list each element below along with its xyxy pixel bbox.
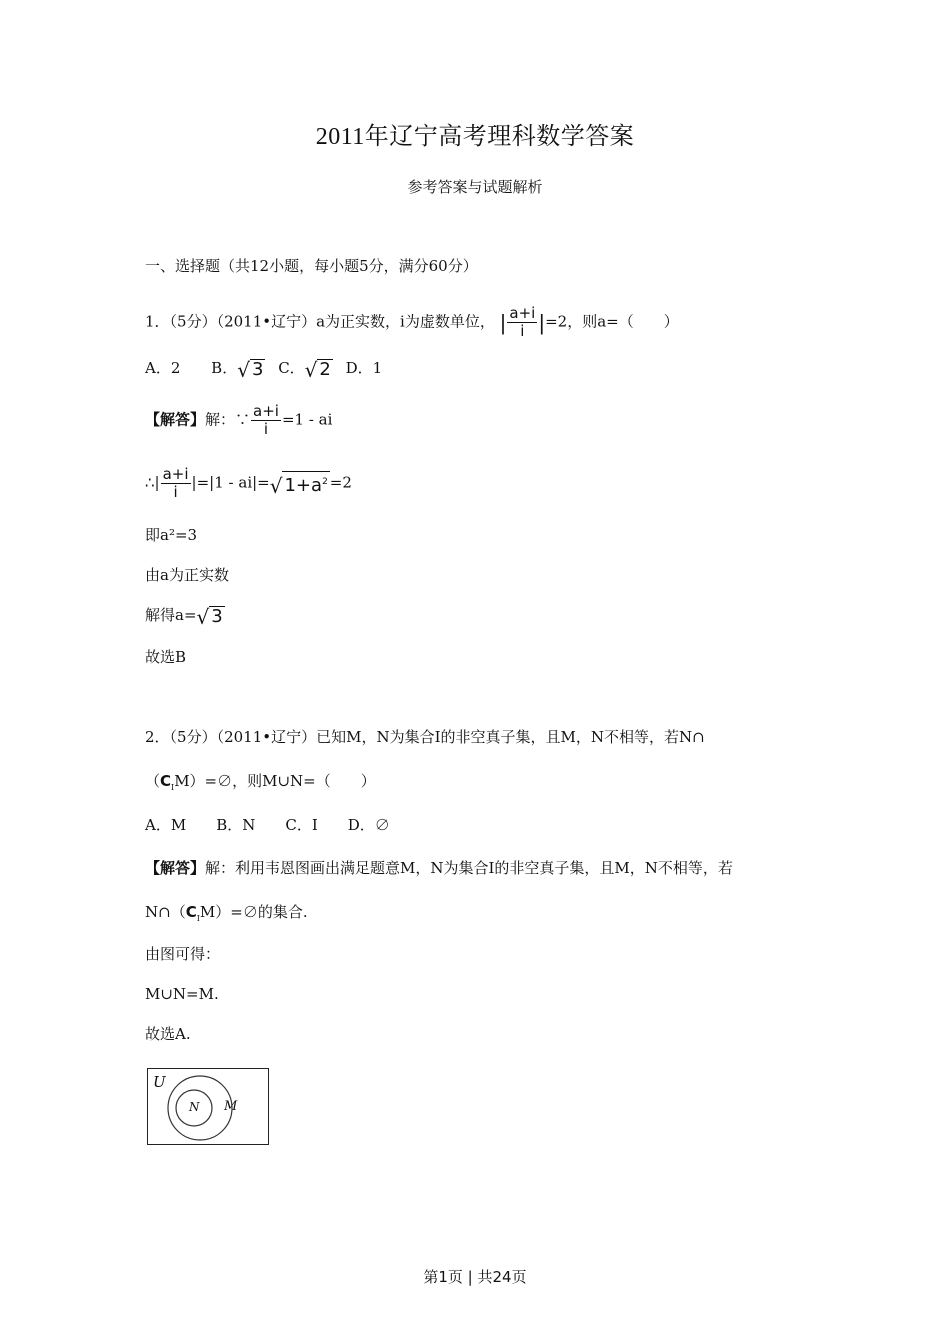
- stem-text: M）=∅，则M∪N=（ ）: [174, 772, 376, 790]
- complement-symbol: C: [160, 772, 172, 790]
- fraction: [251, 403, 281, 438]
- fraction: [507, 305, 537, 340]
- complement-symbol: C: [185, 903, 197, 921]
- option-d: D．1: [345, 359, 383, 377]
- option-b-label: B．: [211, 359, 238, 377]
- solution-label: 【解答】: [145, 859, 206, 877]
- fraction-denominator: i: [263, 420, 269, 438]
- stem-text: （: [145, 772, 161, 790]
- sqrt-expression: √ $1+a^2$: [270, 471, 330, 496]
- complement-subscript: I: [196, 914, 200, 923]
- sqrt-body: 3: [251, 358, 264, 380]
- page-footer: 第1页 | 共24页: [423, 1268, 527, 1286]
- venn-diagram: [147, 1068, 269, 1145]
- fraction: [161, 466, 191, 501]
- section-heading: 一、选择题（共12小题，每小题5分，满分60分）: [145, 257, 478, 275]
- q2-solution-line-4: M∪N=M.: [145, 985, 219, 1003]
- venn-label-u: U: [153, 1073, 166, 1091]
- fraction-numerator: a+i: [509, 304, 536, 322]
- abs-bar-right: |: [538, 310, 546, 335]
- sqrt-3: √ 3: [237, 357, 264, 382]
- option-a: A．2: [145, 359, 181, 377]
- venn-diagram-svg: [148, 1069, 268, 1144]
- venn-label-m: M: [224, 1099, 238, 1114]
- q2-solution-line-3: 由图可得：: [145, 945, 221, 963]
- sqrt-body: 3: [211, 605, 223, 627]
- q1-prefix: 1．（5分）（2011•辽宁）a为正实数，i为虚数单位，: [145, 312, 495, 331]
- sqrt-content: 1+a: [284, 475, 323, 496]
- question-2-stem-line-1: 2．（5分）（2011•辽宁）已知M，N为集合I的非空真子集，且M，N不相等，若N∩: [145, 728, 705, 746]
- solution-text: 解：∵: [205, 410, 251, 429]
- abs-bar-left: |: [499, 310, 507, 335]
- solution-text: N∩（: [145, 903, 186, 921]
- question-1-options: [145, 357, 382, 380]
- q1-solution-line-3: 即a²=3: [145, 526, 198, 544]
- sqrt-body: [282, 471, 329, 496]
- complement-subscript: I: [171, 783, 175, 792]
- sqrt-3: √ 3: [196, 604, 223, 629]
- document-subtitle: 参考答案与试题解析: [407, 178, 543, 196]
- exponent: 2: [322, 477, 328, 487]
- solution-text: 解得a=: [145, 606, 197, 624]
- solution-text: =1 - ai: [281, 410, 333, 429]
- solution-text: =2: [329, 473, 352, 492]
- fraction-denominator: i: [520, 322, 525, 340]
- question-2-stem-line-2: [145, 770, 376, 799]
- fraction-numerator: a+i: [253, 402, 279, 420]
- fraction-numerator: a+i: [162, 465, 189, 483]
- sqrt-2: √ 2: [304, 357, 331, 382]
- q1-suffix: =2，则a=（ ）: [545, 312, 679, 331]
- question-1-stem: [145, 305, 679, 340]
- solution-text: 解：利用韦恩图画出满足题意M，N为集合I的非空真子集，且M，N不相等，若: [205, 859, 733, 877]
- q2-solution-line-5: 故选A.: [145, 1025, 191, 1043]
- solution-text: M）=∅的集合.: [199, 903, 308, 921]
- q2-solution-line-2: [145, 901, 308, 930]
- q1-solution-line-1: [145, 403, 332, 438]
- solution-text: |=|1 - ai|=: [191, 473, 270, 492]
- q1-solution-line-6: 故选B: [145, 648, 187, 666]
- solution-text: ∴|: [145, 473, 160, 492]
- fraction-denominator: i: [173, 483, 178, 501]
- venn-label-n: N: [189, 1100, 200, 1114]
- solution-label: 【解答】: [145, 410, 206, 429]
- option-c-label: C．: [278, 359, 305, 377]
- q2-solution-line-1: [145, 857, 733, 879]
- sqrt-body: 2: [319, 358, 331, 380]
- q1-solution-line-4: 由a为正实数: [145, 566, 229, 584]
- question-2-options: A．M B．N C．I D．∅: [145, 816, 390, 834]
- q1-solution-line-2: [145, 466, 352, 501]
- document-title: 2011年辽宁高考理科数学答案: [315, 124, 635, 150]
- q1-solution-line-5: [145, 604, 225, 627]
